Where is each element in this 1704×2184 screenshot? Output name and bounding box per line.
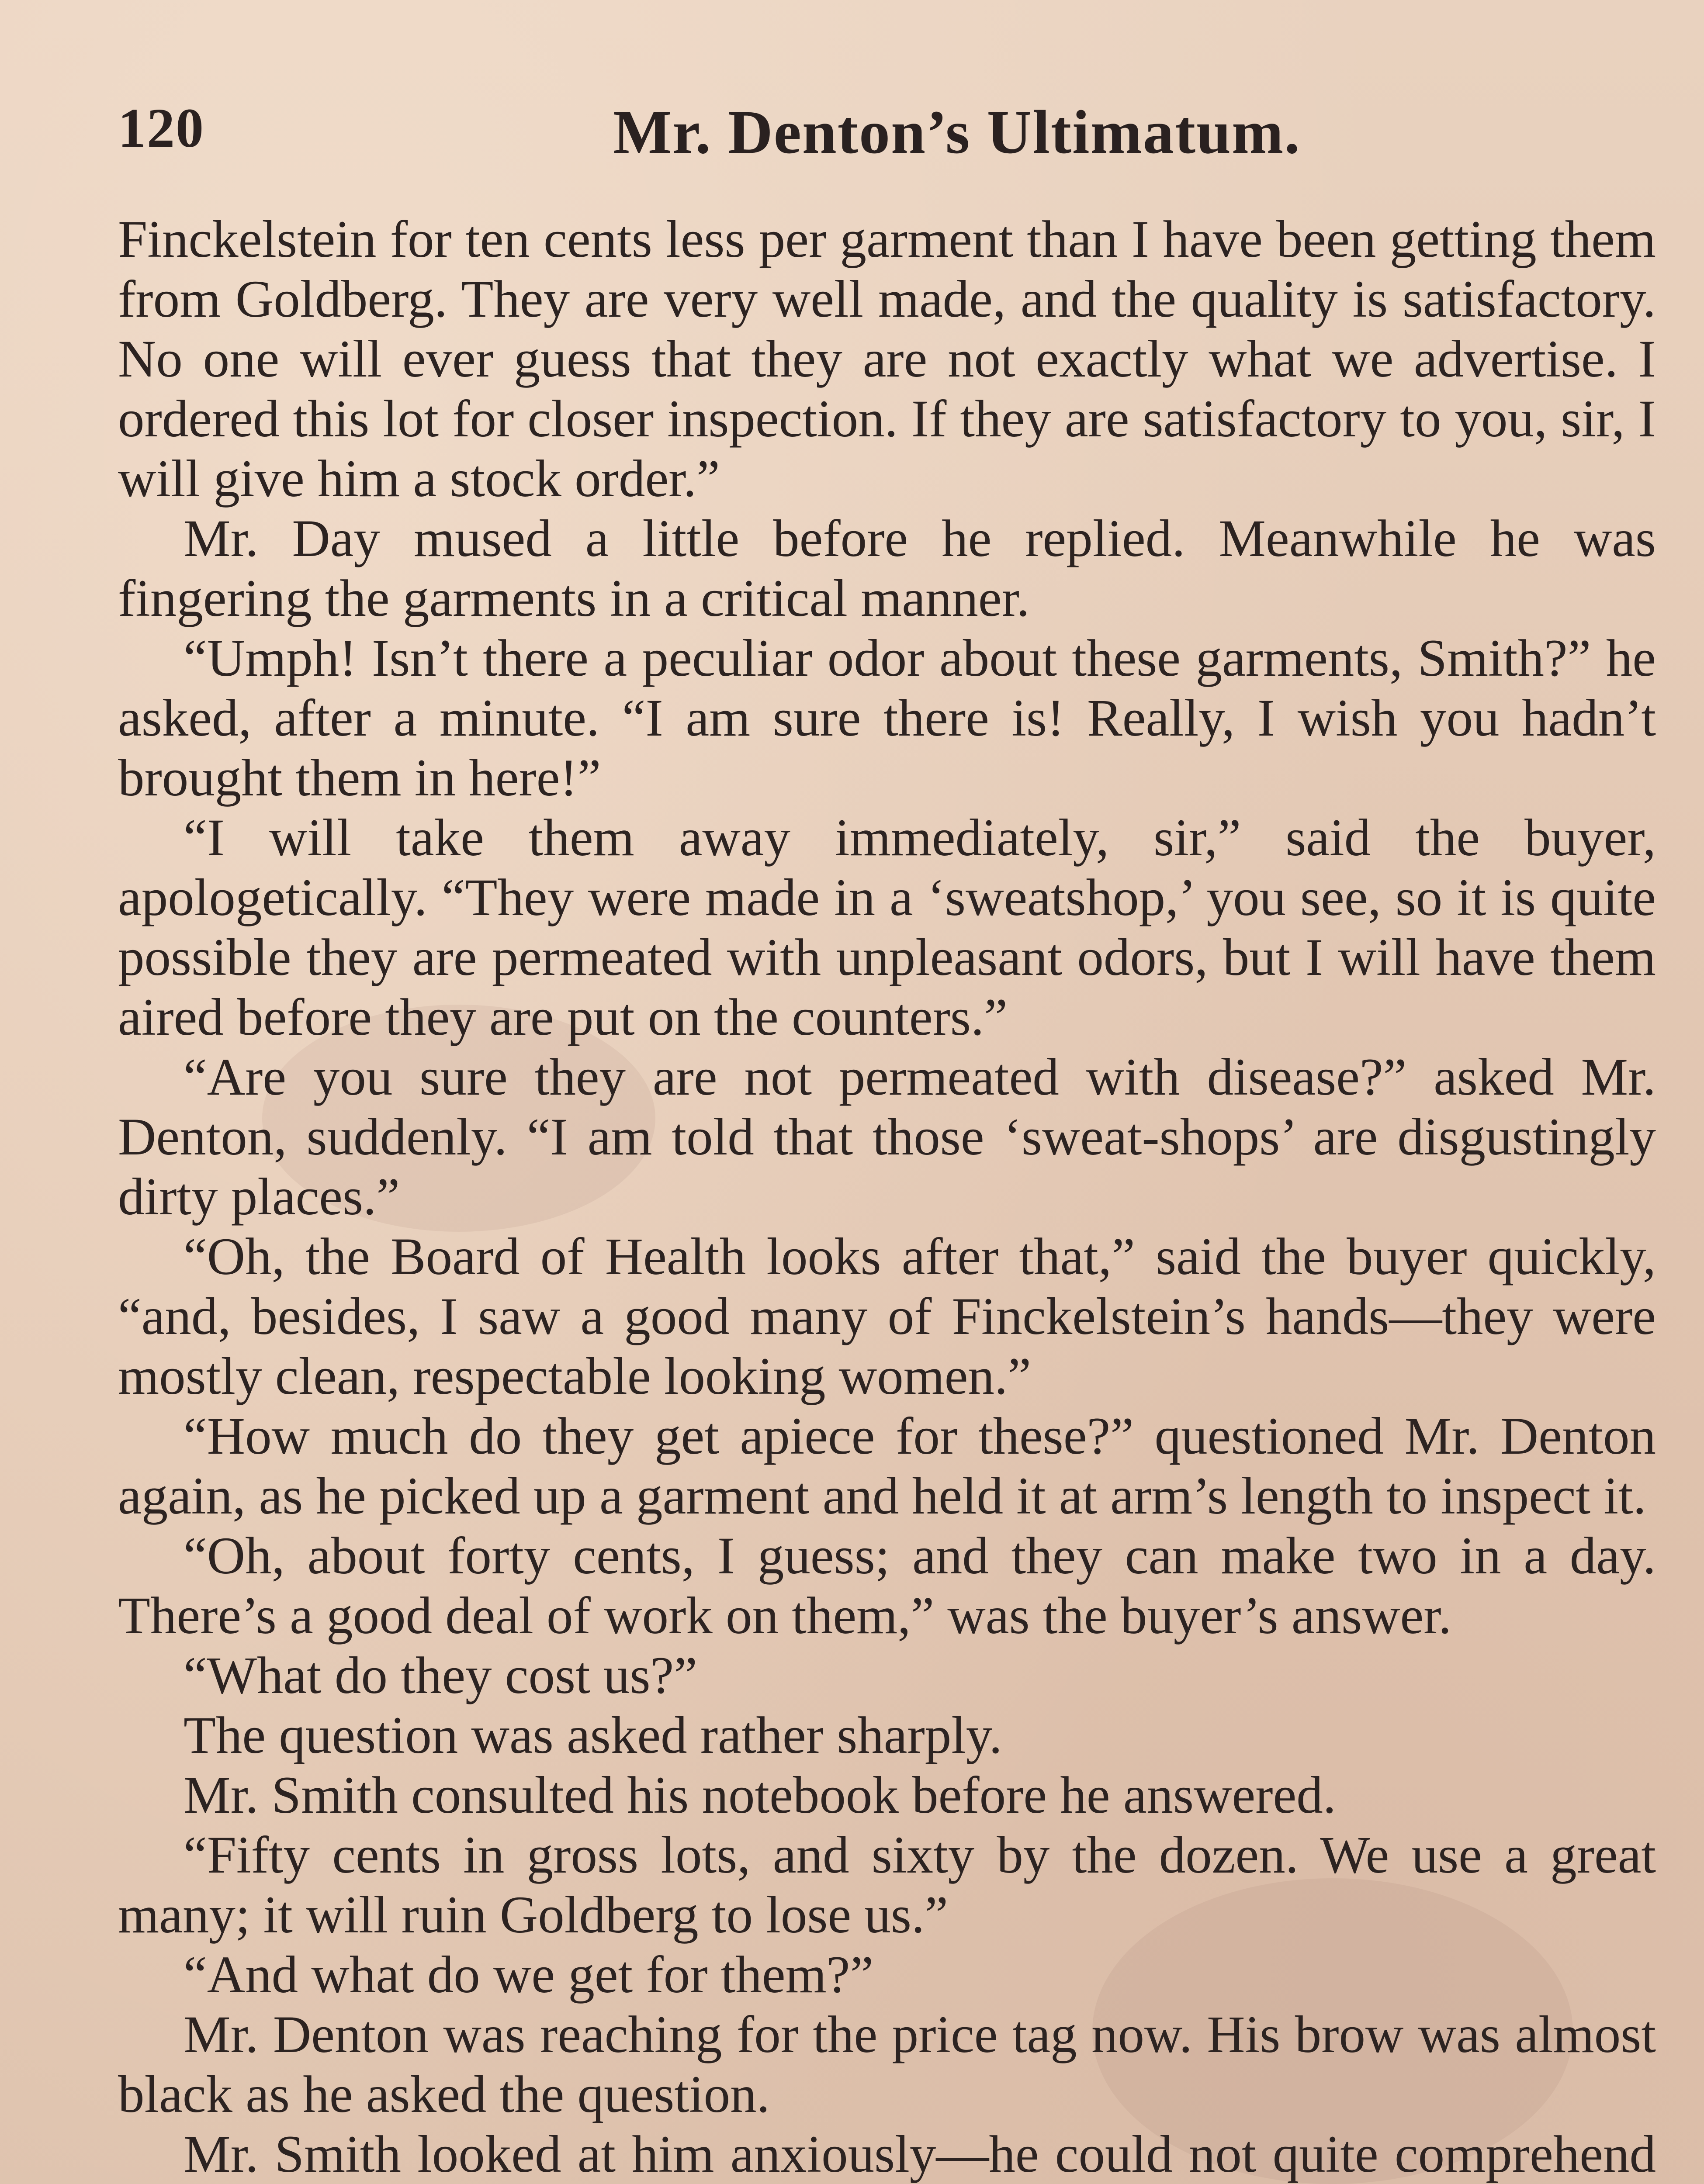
running-head [118, 79, 1652, 166]
running-title: Mr. Denton’s Ultimatum. [613, 97, 1301, 166]
paragraph: “Are you sure they are not permeated with disease?” asked Mr. Denton, suddenly. “I am told that those ‘sweat-shops’ are disgustingly dirty places.” [118, 1048, 1656, 1226]
paragraph: Mr. Day mused a little before he replied. Meanwhile he was fingering the garments in a critical manner. [118, 509, 1656, 628]
paragraph: “How much do they get apiece for these?” questioned Mr. Denton again, as he picked up a garment and held it at arm’s length to inspect it. [118, 1407, 1656, 1525]
page-number: 120 [118, 97, 204, 159]
paragraph: Mr. Smith consulted his notebook before he answered. [184, 1766, 1336, 1825]
paragraph: Mr. Denton was reaching for the price tag now. His brow was almost black as he asked the question. [118, 2005, 1656, 2124]
paragraph: “Oh, about forty cents, I guess; and they can make two in a day. There’s a good deal of work on them,” was the buyer’s answer. [118, 1527, 1656, 1645]
paragraph: “And what do we get for them?” [184, 1946, 874, 2004]
paragraph: “I will take them away immediately, sir,” said the buyer, apologetically. “They were made in a ‘sweatshop,’ you see, so it is quite possible they are permeated with unpleasant odors, but I will have them aired before they are put on the counters.” [118, 809, 1656, 1047]
paragraph: “Oh, the Board of Health looks after that,” said the buyer quickly, “and, besides, I saw a good many of Finckelstein’s hands—they were mostly clean, respectable looking women.” [118, 1227, 1656, 1406]
paragraph: “What do they cost us?” [184, 1646, 697, 1705]
paragraph: Finckelstein for ten cents less per garment than I have been getting them from Goldberg. They are very well made, and the quality is satisfactory. No one will ever guess that they are not exactly what we advertise. I ordered this lot for closer inspection. If they are satisfactory to you, sir, I will give him a stock order.” [118, 210, 1656, 508]
paragraph: The question was asked rather sharply. [184, 1706, 1002, 1765]
paragraph: “Umph! Isn’t there a peculiar odor about these garments, Smith?” he asked, after a minute. “I am sure there is! Really, I wish you hadn’t brought them in here!” [118, 629, 1656, 807]
text-body [118, 210, 1656, 2184]
paragraph: Mr. Smith looked at him anxiously—he could not quite comprehend [184, 2125, 1656, 2184]
paragraph: “Fifty cents in gross lots, and sixty by the dozen. We use a great many; it will ruin Goldberg to lose us.” [118, 1826, 1656, 1944]
